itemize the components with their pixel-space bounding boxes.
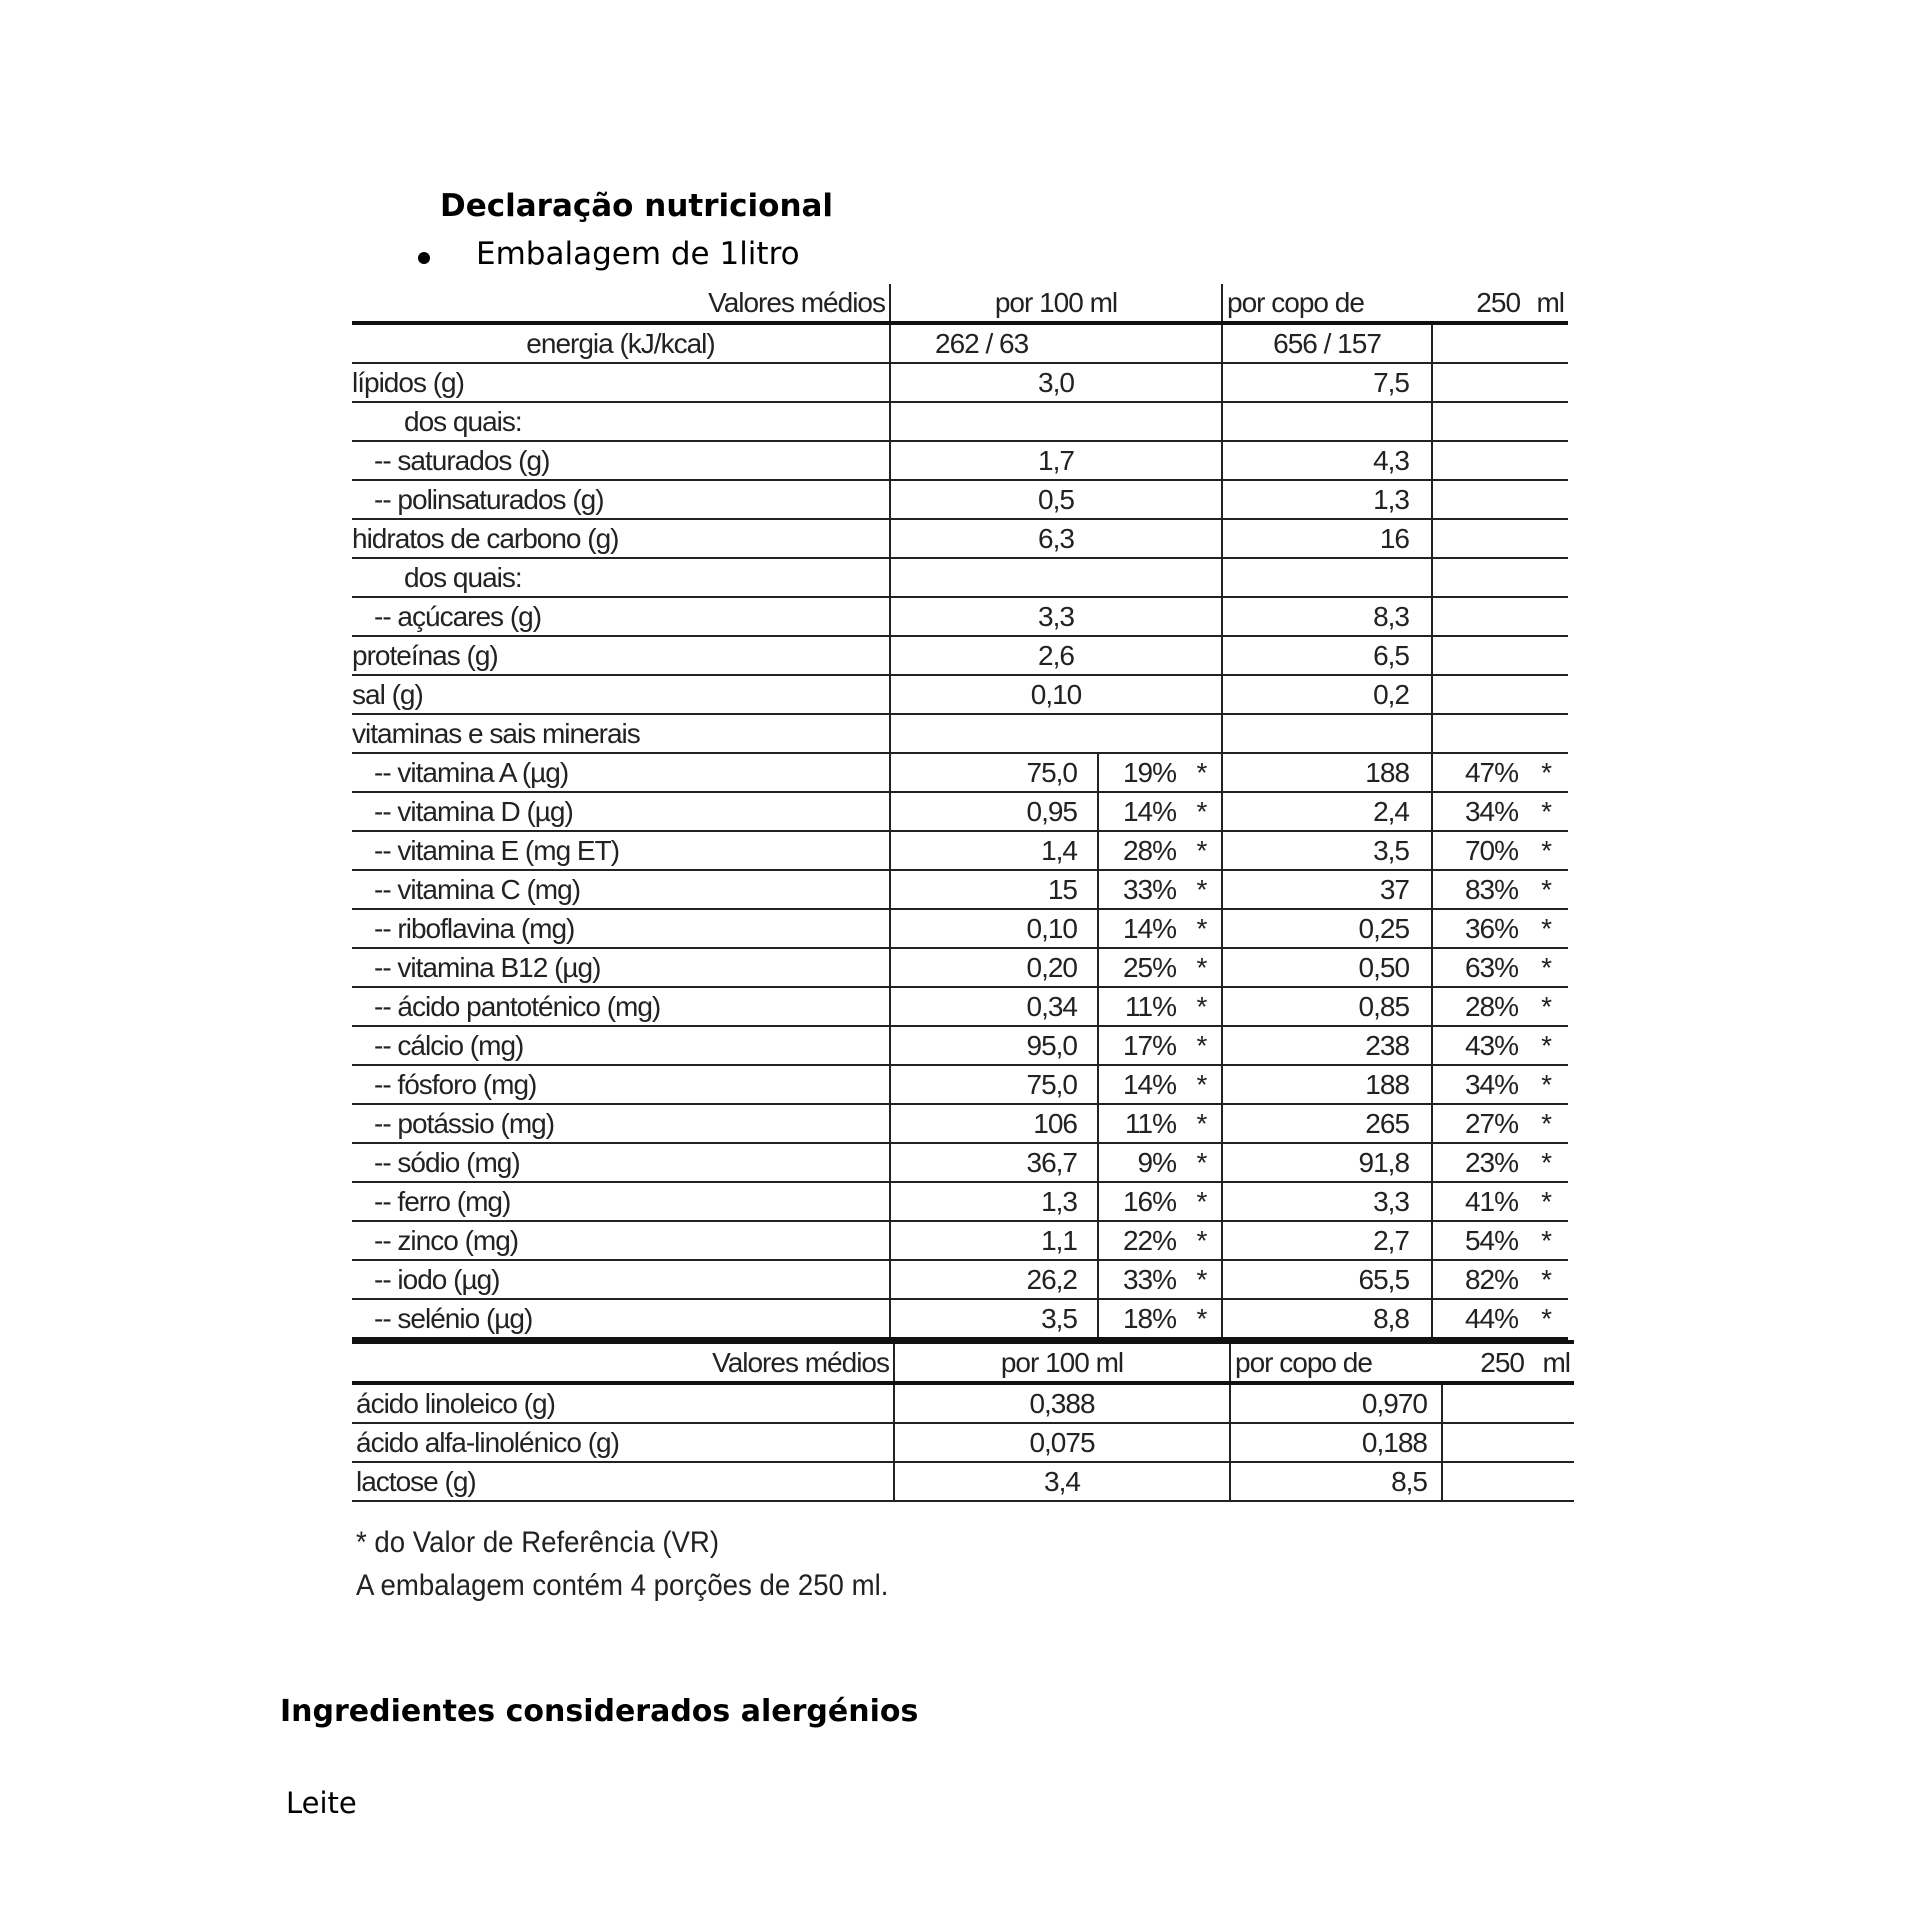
table-row — [352, 480, 1568, 519]
row-star1: * — [1182, 948, 1222, 987]
row-per-serving: 8,8 — [1222, 1299, 1432, 1339]
table2-row — [352, 1462, 1574, 1501]
table2-header-row — [352, 1342, 1574, 1383]
table-row — [352, 402, 1568, 441]
row-label: lípidos (g) — [352, 363, 890, 402]
header-per-serving: por copo de — [1230, 1342, 1442, 1383]
row-label: hidratos de carbono (g) — [352, 519, 890, 558]
row-per-serving: 0,2 — [1222, 675, 1432, 714]
row-pct-serving: 34% — [1432, 792, 1524, 831]
row-star2: * — [1524, 909, 1568, 948]
table-row-vitamin — [352, 1143, 1568, 1182]
row-label: -- potássio (mg) — [352, 1104, 890, 1143]
table-row-vitamin — [352, 1221, 1568, 1260]
allergens-list: Leite — [286, 1786, 357, 1820]
row-per-serving: 1,3 — [1222, 480, 1432, 519]
table-row-vitamin — [352, 948, 1568, 987]
table-row — [352, 441, 1568, 480]
header-label: Valores médios — [352, 1342, 894, 1383]
row-star1: * — [1182, 792, 1222, 831]
row-per-serving: 16 — [1222, 519, 1432, 558]
row-star2: * — [1524, 1299, 1568, 1339]
row-pct-serving: 82% — [1432, 1260, 1524, 1299]
row-label: lactose (g) — [352, 1462, 894, 1501]
row-empty — [1432, 714, 1568, 753]
row-star1: * — [1182, 1182, 1222, 1221]
table-row-vitamin — [352, 1299, 1568, 1339]
row-label: dos quais: — [352, 558, 890, 597]
row-star1: * — [1182, 753, 1222, 792]
row-per-serving: 238 — [1222, 1026, 1432, 1065]
row-empty — [1442, 1462, 1574, 1501]
row-star2: * — [1524, 948, 1568, 987]
row-label: -- saturados (g) — [352, 441, 890, 480]
row-label: -- vitamina D (µg) — [352, 792, 890, 831]
row-pct100: 19% — [1098, 753, 1182, 792]
row-pct-serving: 63% — [1432, 948, 1524, 987]
row-per100: 75,0 — [890, 1065, 1098, 1104]
row-star2: * — [1524, 1065, 1568, 1104]
row-label: -- polinsaturados (g) — [352, 480, 890, 519]
row-per-serving: 0,25 — [1222, 909, 1432, 948]
row-per100: 0,10 — [890, 909, 1098, 948]
allergens-title: Ingredientes considerados alergénios — [280, 1694, 919, 1729]
row-per100: 75,0 — [890, 753, 1098, 792]
table-row — [352, 714, 1568, 753]
row-star2: * — [1524, 831, 1568, 870]
row-empty — [1432, 441, 1568, 480]
row-pct100: 14% — [1098, 909, 1182, 948]
row-per100: 0,5 — [890, 480, 1222, 519]
row-label: -- riboflavina (mg) — [352, 909, 890, 948]
row-per-serving: 8,5 — [1230, 1462, 1442, 1501]
row-empty — [1432, 519, 1568, 558]
table-row-vitamin — [352, 792, 1568, 831]
row-per-serving: 8,3 — [1222, 597, 1432, 636]
row-empty — [1432, 402, 1568, 441]
table-row-vitamin — [352, 753, 1568, 792]
row-label: -- vitamina E (mg ET) — [352, 831, 890, 870]
row-star1: * — [1182, 1065, 1222, 1104]
row-per100: 1,3 — [890, 1182, 1098, 1221]
row-pct100: 16% — [1098, 1182, 1182, 1221]
page-title: Declaração nutricional — [440, 188, 834, 224]
row-pct100: 25% — [1098, 948, 1182, 987]
row-per-serving: 0,50 — [1222, 948, 1432, 987]
table-row-vitamin — [352, 1260, 1568, 1299]
row-per100: 0,34 — [890, 987, 1098, 1026]
row-pct-serving: 44% — [1432, 1299, 1524, 1339]
row-per100: 1,1 — [890, 1221, 1098, 1260]
table-header-row — [352, 284, 1568, 323]
row-empty — [1432, 558, 1568, 597]
row-star2: * — [1524, 870, 1568, 909]
row-per-serving: 2,7 — [1222, 1221, 1432, 1260]
row-star2: * — [1524, 1260, 1568, 1299]
row-pct100: 22% — [1098, 1221, 1182, 1260]
row-per-serving — [1222, 714, 1432, 753]
row-label: -- ferro (mg) — [352, 1182, 890, 1221]
row-per100: 95,0 — [890, 1026, 1098, 1065]
row-label: -- vitamina A (µg) — [352, 753, 890, 792]
header-serving-unit: ml — [1528, 1342, 1574, 1383]
header-serving-size: 250 — [1442, 1342, 1528, 1383]
row-pct100: 14% — [1098, 792, 1182, 831]
row-label: -- ácido pantoténico (mg) — [352, 987, 890, 1026]
table2-row — [352, 1383, 1574, 1423]
table-row-vitamin — [352, 1026, 1568, 1065]
table-row-vitamin — [352, 987, 1568, 1026]
row-star2: * — [1524, 1182, 1568, 1221]
row-per100 — [890, 558, 1222, 597]
row-per-serving: 188 — [1222, 1065, 1432, 1104]
row-empty — [1432, 675, 1568, 714]
row-label: -- vitamina B12 (µg) — [352, 948, 890, 987]
row-per-serving — [1222, 558, 1432, 597]
row-per-serving: 3,5 — [1222, 831, 1432, 870]
row-pct-serving: 41% — [1432, 1182, 1524, 1221]
row-empty — [1442, 1383, 1574, 1423]
row-pct-serving: 54% — [1432, 1221, 1524, 1260]
table-row — [352, 558, 1568, 597]
header-per-serving: por copo de — [1222, 284, 1432, 323]
row-per-serving: 37 — [1222, 870, 1432, 909]
row-per100: 2,6 — [890, 636, 1222, 675]
row-empty — [1432, 597, 1568, 636]
nutrition-table — [352, 284, 1568, 1341]
table-row — [352, 636, 1568, 675]
row-star1: * — [1182, 1143, 1222, 1182]
row-per100: 0,388 — [894, 1383, 1230, 1423]
row-per-serving: 4,3 — [1222, 441, 1432, 480]
row-pct100: 33% — [1098, 1260, 1182, 1299]
header-per100: por 100 ml — [890, 284, 1222, 323]
energy-per100: 262 / 63 — [890, 323, 1222, 363]
row-label: sal (g) — [352, 675, 890, 714]
row-star1: * — [1182, 1026, 1222, 1065]
row-star2: * — [1524, 987, 1568, 1026]
row-star1: * — [1182, 909, 1222, 948]
row-star2: * — [1524, 792, 1568, 831]
row-pct-serving: 27% — [1432, 1104, 1524, 1143]
row-pct-serving: 23% — [1432, 1143, 1524, 1182]
row-empty — [1442, 1423, 1574, 1462]
row-label: proteínas (g) — [352, 636, 890, 675]
row-per-serving: 0,188 — [1230, 1423, 1442, 1462]
row-empty — [1432, 636, 1568, 675]
row-per100: 1,4 — [890, 831, 1098, 870]
row-pct100: 11% — [1098, 987, 1182, 1026]
row-empty — [1432, 363, 1568, 402]
table-row-energy — [352, 323, 1568, 363]
energy-empty — [1432, 323, 1568, 363]
row-per100: 36,7 — [890, 1143, 1098, 1182]
row-per-serving: 7,5 — [1222, 363, 1432, 402]
row-star2: * — [1524, 1143, 1568, 1182]
table-row — [352, 597, 1568, 636]
row-per-serving: 0,970 — [1230, 1383, 1442, 1423]
row-per100: 0,95 — [890, 792, 1098, 831]
bullet-icon — [418, 252, 430, 264]
row-per-serving: 91,8 — [1222, 1143, 1432, 1182]
row-pct-serving: 83% — [1432, 870, 1524, 909]
row-per100: 1,7 — [890, 441, 1222, 480]
row-per-serving: 65,5 — [1222, 1260, 1432, 1299]
row-per-serving: 0,85 — [1222, 987, 1432, 1026]
row-star1: * — [1182, 831, 1222, 870]
header-serving-unit: ml — [1524, 284, 1568, 323]
row-star2: * — [1524, 1221, 1568, 1260]
row-empty — [1432, 480, 1568, 519]
row-pct100: 18% — [1098, 1299, 1182, 1339]
header-per100: por 100 ml — [894, 1342, 1230, 1383]
row-label: -- cálcio (mg) — [352, 1026, 890, 1065]
header-label: Valores médios — [352, 284, 890, 323]
row-pct100: 14% — [1098, 1065, 1182, 1104]
table-row-vitamin — [352, 1065, 1568, 1104]
row-per-serving: 6,5 — [1222, 636, 1432, 675]
row-per100: 106 — [890, 1104, 1098, 1143]
extra-nutrition-table — [352, 1340, 1574, 1502]
row-per100: 6,3 — [890, 519, 1222, 558]
row-per100: 3,0 — [890, 363, 1222, 402]
row-label: -- vitamina C (mg) — [352, 870, 890, 909]
table-row-vitamin — [352, 1182, 1568, 1221]
row-pct100: 9% — [1098, 1143, 1182, 1182]
row-pct100: 28% — [1098, 831, 1182, 870]
row-label: -- sódio (mg) — [352, 1143, 890, 1182]
row-per-serving: 188 — [1222, 753, 1432, 792]
row-label: ácido linoleico (g) — [352, 1383, 894, 1423]
row-per-serving — [1222, 402, 1432, 441]
row-label: ácido alfa-linolénico (g) — [352, 1423, 894, 1462]
row-star2: * — [1524, 1104, 1568, 1143]
table-row-vitamin — [352, 870, 1568, 909]
row-pct-serving: 43% — [1432, 1026, 1524, 1065]
row-per100 — [890, 714, 1222, 753]
table-row — [352, 675, 1568, 714]
row-per100: 0,075 — [894, 1423, 1230, 1462]
row-star1: * — [1182, 1260, 1222, 1299]
table-row-vitamin — [352, 831, 1568, 870]
footnote: * do Valor de Referência (VR) — [356, 1526, 720, 1559]
row-star2: * — [1524, 1026, 1568, 1065]
row-pct100: 17% — [1098, 1026, 1182, 1065]
row-pct-serving: 36% — [1432, 909, 1524, 948]
row-star1: * — [1182, 1299, 1222, 1339]
row-per100 — [890, 402, 1222, 441]
row-star1: * — [1182, 1221, 1222, 1260]
row-star2: * — [1524, 753, 1568, 792]
table-row — [352, 363, 1568, 402]
table-row-vitamin — [352, 1104, 1568, 1143]
row-star1: * — [1182, 987, 1222, 1026]
row-pct-serving: 34% — [1432, 1065, 1524, 1104]
row-pct-serving: 70% — [1432, 831, 1524, 870]
header-serving-size: 250 — [1432, 284, 1524, 323]
energy-label: energia (kJ/kcal) — [352, 323, 890, 363]
table2-row — [352, 1423, 1574, 1462]
row-pct100: 33% — [1098, 870, 1182, 909]
row-label: -- zinco (mg) — [352, 1221, 890, 1260]
row-star1: * — [1182, 870, 1222, 909]
row-label: -- fósforo (mg) — [352, 1065, 890, 1104]
portions-note: A embalagem contém 4 porções de 250 ml. — [356, 1569, 889, 1602]
row-per100: 3,4 — [894, 1462, 1230, 1501]
row-label: vitaminas e sais minerais — [352, 714, 890, 753]
row-per100: 0,20 — [890, 948, 1098, 987]
energy-per-serving: 656 / 157 — [1222, 323, 1432, 363]
row-label: -- açúcares (g) — [352, 597, 890, 636]
row-per-serving: 2,4 — [1222, 792, 1432, 831]
row-pct-serving: 47% — [1432, 753, 1524, 792]
row-label: -- iodo (µg) — [352, 1260, 890, 1299]
table-row-vitamin — [352, 909, 1568, 948]
table-row — [352, 519, 1568, 558]
row-per100: 15 — [890, 870, 1098, 909]
package-size: Embalagem de 1litro — [476, 236, 800, 272]
row-per100: 3,5 — [890, 1299, 1098, 1339]
row-label: -- selénio (µg) — [352, 1299, 890, 1339]
row-per100: 26,2 — [890, 1260, 1098, 1299]
row-per100: 3,3 — [890, 597, 1222, 636]
row-pct100: 11% — [1098, 1104, 1182, 1143]
row-per-serving: 265 — [1222, 1104, 1432, 1143]
row-label: dos quais: — [352, 402, 890, 441]
row-per100: 0,10 — [890, 675, 1222, 714]
row-per-serving: 3,3 — [1222, 1182, 1432, 1221]
row-pct-serving: 28% — [1432, 987, 1524, 1026]
row-star1: * — [1182, 1104, 1222, 1143]
